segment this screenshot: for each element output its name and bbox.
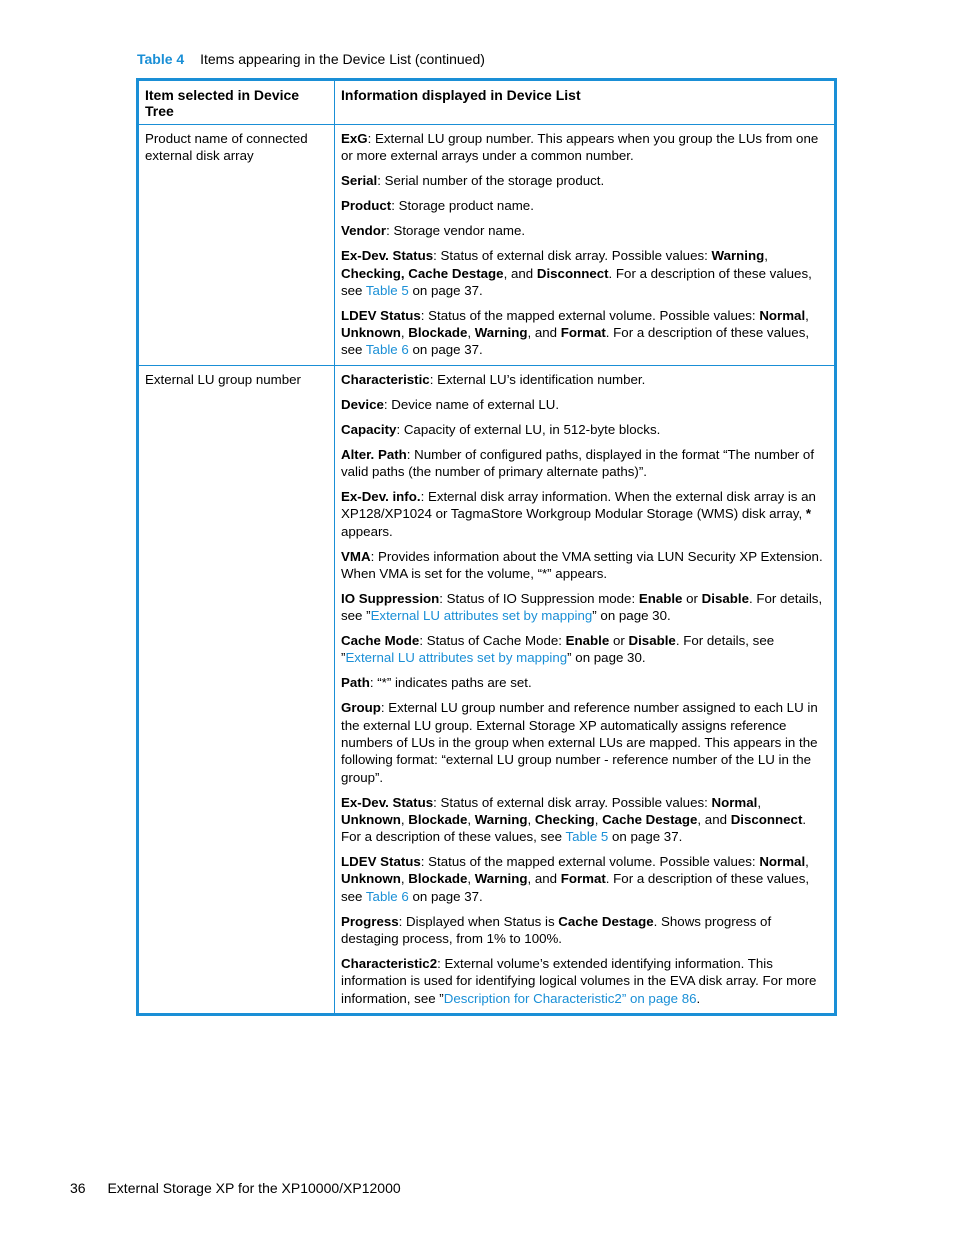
description-text: or — [682, 590, 702, 606]
field-term: Ex-Dev. Status — [341, 794, 434, 810]
field-term: Ex-Dev. Status — [341, 248, 434, 264]
field-term: Format — [560, 325, 606, 341]
description-text: : External LU group number and reference number assigned to each LU in the external LU group. External Storage XP automatically assigns reference numbers of LUs in the group when external LUs are mapped. This appears in the following format: “external LU group number - reference number of the LU in the group”. — [341, 700, 818, 785]
description-text: , — [805, 854, 809, 870]
description-text: , — [467, 325, 475, 341]
field-term: Group — [341, 700, 381, 716]
field-description — [341, 421, 828, 438]
field-term: Blockade — [408, 871, 468, 887]
field-description — [341, 172, 828, 189]
description-text: : External volume’s extended identifying information. This information is used for identifying logical volumes in the EVA disk array. For more information, see ” — [341, 955, 817, 1006]
description-text: , — [527, 811, 535, 827]
description-text: , — [400, 325, 409, 341]
field-term: Checking — [534, 811, 595, 827]
field-term: Cache Destage — [558, 913, 654, 929]
field-term: Enable — [565, 633, 610, 649]
description-text: or — [609, 633, 629, 649]
field-description — [341, 222, 828, 239]
column-header-info: Information displayed in Device List — [335, 80, 836, 125]
description-text: , — [757, 794, 762, 810]
description-text: . For a description of these values, see — [341, 871, 810, 904]
description-text: : Status of external disk array. Possible values: — [433, 248, 712, 264]
description-text: , and — [503, 265, 537, 281]
field-description — [341, 632, 828, 667]
description-text: : Device name of external LU. — [383, 396, 560, 412]
table-row — [138, 125, 836, 366]
field-term: Disconnect — [536, 265, 609, 281]
description-text: , — [400, 871, 409, 887]
description-text: , and — [527, 871, 561, 887]
description-text: : “*” indicates paths are set. — [369, 675, 532, 691]
field-term: Warning — [711, 248, 765, 264]
description-text: : Serial number of the storage product. — [377, 173, 605, 189]
description-text: : Status of Cache Mode: — [419, 633, 566, 649]
field-term: ExG — [341, 131, 368, 146]
description-text: on page 37. — [608, 829, 683, 845]
field-term: Unknown — [341, 325, 401, 341]
field-term: Warning — [474, 325, 528, 341]
device-list-table — [136, 78, 837, 1016]
description-text: : Status of the mapped external volume. Possible values: — [420, 307, 760, 323]
field-term: Characteristic2 — [341, 955, 438, 971]
description-text: . For a description of these values, see — [341, 265, 812, 298]
field-term: Normal — [759, 854, 806, 870]
field-term: Normal — [711, 794, 758, 810]
field-term: Progress — [341, 913, 399, 929]
field-term: Format — [560, 871, 606, 887]
field-term: Ex-Dev. info. — [341, 488, 421, 504]
field-description — [341, 548, 828, 583]
description-text: ” on page 30. — [592, 608, 671, 624]
description-text: on page 37. — [408, 342, 483, 358]
field-description — [341, 794, 828, 846]
cross-reference-link[interactable]: Description for Characteristic2” on page 86 — [443, 990, 697, 1006]
field-term: Cache Mode — [341, 633, 420, 649]
table-title: Items appearing in the Device List (continued) — [200, 51, 485, 67]
description-text: : Status of IO Suppression mode: — [439, 590, 639, 606]
description-text: : Number of configured paths, displayed in the format “The number of valid paths (the number of primary alternate paths)”. — [341, 446, 815, 479]
description-text: . — [696, 990, 701, 1006]
column-header-item: Item selected in Device Tree — [138, 80, 335, 125]
description-text: . For details, see ” — [341, 633, 775, 666]
description-text: on page 37. — [408, 888, 483, 904]
field-term: * — [805, 506, 812, 522]
field-term: VMA — [341, 548, 371, 564]
field-term: Unknown — [341, 811, 401, 827]
field-term: Serial — [341, 173, 378, 189]
field-term: LDEV Status — [341, 854, 421, 870]
field-description — [341, 446, 828, 481]
field-term: Device — [341, 396, 384, 412]
field-description — [341, 371, 828, 388]
table-caption — [137, 51, 485, 67]
field-description — [341, 853, 828, 905]
field-description — [341, 590, 828, 625]
description-text: . For a description of these values, see — [341, 811, 807, 845]
field-term: Disconnect — [730, 811, 803, 827]
field-term: Warning — [474, 871, 528, 887]
description-text: . For a description of these values, see — [341, 325, 810, 358]
field-description — [341, 699, 828, 785]
field-term: Vendor — [341, 223, 387, 239]
cross-reference-link[interactable]: Table 6 — [365, 342, 409, 358]
field-term: Blockade — [408, 325, 468, 341]
field-description — [341, 955, 828, 1007]
description-text: appears. — [341, 523, 393, 539]
field-description — [341, 247, 828, 299]
cross-reference-link[interactable]: Table 5 — [365, 282, 409, 298]
field-term: Checking, Cache Destage — [341, 265, 504, 281]
field-term: Capacity — [341, 421, 397, 437]
field-description — [341, 197, 828, 214]
field-description — [341, 396, 828, 413]
field-description — [341, 674, 828, 691]
field-term: Disable — [701, 590, 749, 606]
field-description — [341, 130, 828, 165]
description-text: : Provides information about the VMA setting via LUN Security XP Extension. When VMA is set for the volume, “*” appears. — [341, 548, 823, 581]
field-term: IO Suppression — [341, 590, 440, 606]
field-term: Unknown — [341, 871, 401, 887]
description-text: , and — [697, 811, 731, 827]
field-term: Enable — [638, 590, 683, 606]
page-number: 36 — [70, 1180, 86, 1196]
description-text: , — [467, 811, 475, 827]
item-cell: Product name of connected external disk array — [138, 125, 335, 366]
info-cell — [335, 365, 836, 1014]
field-term: Warning — [474, 811, 528, 827]
field-term: LDEV Status — [341, 307, 421, 323]
field-description — [341, 488, 828, 540]
description-text: : External LU’s identification number. — [429, 371, 646, 387]
field-term: Cache Destage — [602, 811, 698, 827]
field-description — [341, 913, 828, 948]
cross-reference-link[interactable]: Table 5 — [565, 829, 609, 845]
cross-reference-link[interactable]: External LU attributes set by mapping — [345, 650, 568, 666]
description-text: , — [764, 248, 768, 264]
description-text: : Storage vendor name. — [386, 223, 526, 239]
field-term: Product — [341, 198, 392, 214]
table-header-row — [138, 80, 836, 125]
field-term: Path — [341, 675, 370, 691]
page-footer — [70, 1180, 401, 1196]
description-text: : Storage product name. — [391, 198, 534, 214]
description-text: : External disk array information. When the external disk array is an XP128/XP1024 or TagmaStore Workgroup Modular Storage (WMS) disk array, — [341, 488, 816, 522]
description-text: , and — [527, 325, 561, 341]
description-text: : External LU group number. This appears when you group the LUs from one or more external arrays under a common number. — [341, 131, 819, 164]
description-text: . For details, see ” — [341, 590, 823, 624]
field-term: Characteristic — [341, 371, 430, 387]
description-text: , — [805, 307, 809, 323]
table-row — [138, 365, 836, 1014]
table-number: Table 4 — [137, 51, 185, 67]
cross-reference-link[interactable]: Table 6 — [365, 888, 409, 904]
description-text: , — [594, 811, 603, 827]
description-text: : Status of the mapped external volume. Possible values: — [420, 854, 760, 870]
field-term: Blockade — [408, 811, 468, 827]
description-text: , — [400, 811, 409, 827]
field-description — [341, 307, 828, 359]
field-term: Alter. Path — [341, 446, 407, 462]
field-term: Disable — [628, 633, 676, 649]
description-text: ” on page 30. — [567, 650, 646, 666]
description-text: : Displayed when Status is — [398, 913, 559, 929]
description-text: : Status of external disk array. Possible values: — [433, 794, 712, 810]
description-text: . Shows progress of destaging process, from 1% to 100%. — [341, 913, 772, 946]
description-text: , — [467, 871, 475, 887]
document-title: External Storage XP for the XP10000/XP12000 — [107, 1180, 401, 1196]
field-term: Normal — [759, 307, 806, 323]
cross-reference-link[interactable]: External LU attributes set by mapping — [370, 608, 593, 624]
description-text: on page 37. — [408, 282, 483, 298]
info-cell — [335, 125, 836, 366]
description-text: : Capacity of external LU, in 512-byte blocks. — [396, 421, 661, 437]
item-cell: External LU group number — [138, 365, 335, 1014]
